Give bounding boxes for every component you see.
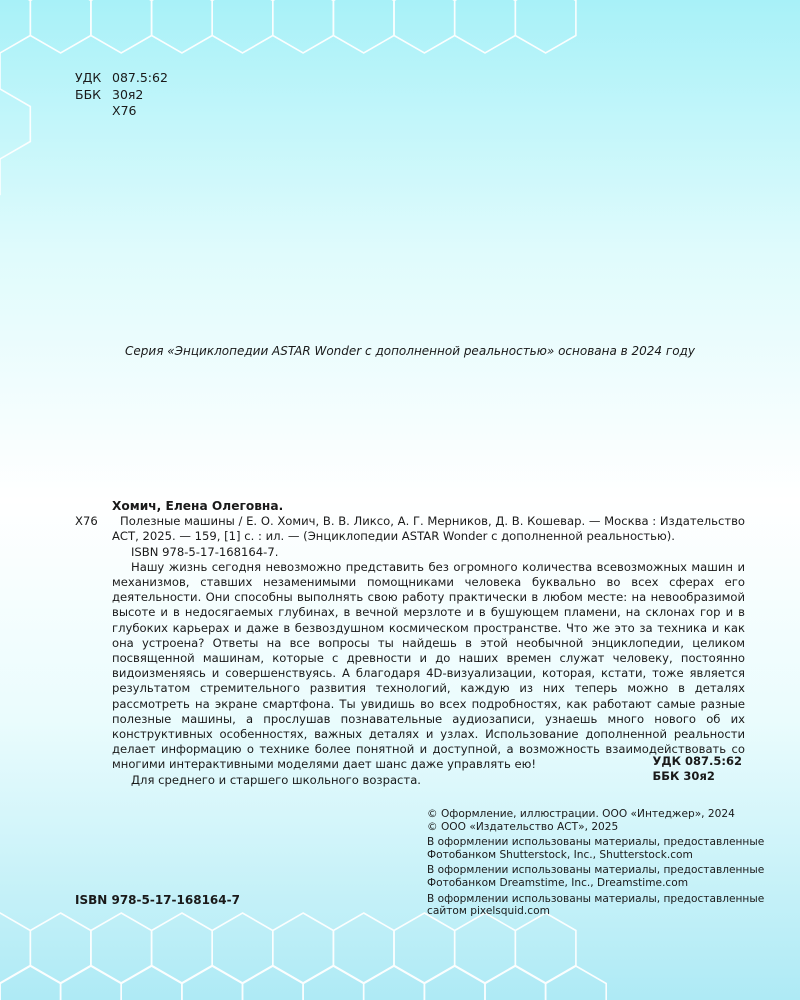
card-author: Хомич, Елена Олеговна. (112, 499, 284, 513)
credit-shutterstock: В оформлении использованы материалы, предоставленные Фотобанком Shutterstock, Inc., Shutterstock.com (427, 836, 765, 861)
rights-line-1: © Оформление, иллюстрации. ООО «Интеджер», 2024 (427, 808, 735, 820)
catalog-card (75, 499, 745, 788)
bbk-bottom: ББК 30я2 (652, 769, 715, 783)
card-annotation: Нашу жизнь сегодня невозможно представить без огромного количества всевозможных машин и механизмов, ставших незаменимыми помощниками человека буквально во всех сферах его деятельности. Они способны выполнять свою работу практически в любом месте: на невообразимой высоте и в недосягаемых глубинах, в вечной мерзлоте и в бушующем пламени, на склонах гор и в глубоких карьерах и даже в безвоздушном космическом пространстве. Что же это за техника и как она устроена? Ответы на все вопросы ты найдешь в этой необычной энциклопедии, целиком посвященной машинам, которые с древности и до наших времен служат человеку, постоянно видоизменяясь и совершенствуясь. А благодаря 4D-визуализации, которая, кстати, тоже является результатом стремительного развития технологий, каждую из них теперь можно в деталях рассмотреть на экране смартфона. Ты увидишь во всех подробностях, как работают самые разные полезные машины, а прослушав познавательные аудиозаписи, узнаешь много нового об их конструктивных особенностях, важных деталях и узлах. Использование дополненной реальности делает информацию о технике более понятной и доступной, а возможность взаимодействовать со многими интерактивными моделями дает шанс даже управлять ею! (112, 559, 745, 772)
bbk-label: ББК (75, 86, 102, 102)
rights-line-2: © ООО «Издательство АСТ», 2025 (427, 820, 619, 833)
author-mark: Х76 (112, 103, 137, 118)
card-isbn: ISBN 978-5-17-168164-7. (131, 544, 279, 559)
classification-block (75, 70, 168, 120)
udk-row (75, 70, 168, 87)
card-title-row (75, 514, 745, 544)
classification-bottom (653, 754, 743, 784)
credit-dreamstime: В оформлении использованы материалы, предоставленные Фотобанком Dreamstime, Inc., Dreamstime.com (427, 864, 765, 889)
bbk-value: 30я2 (112, 86, 144, 102)
isbn-bottom: ISBN 978-5-17-168164-7 (75, 893, 240, 907)
rights-block (427, 808, 767, 918)
card-author-mark: Х76 (75, 514, 98, 529)
card-description: Полезные машины / Е. О. Хомич, В. В. Ликсо, А. Г. Мерников, Д. В. Кошевар. — Москва : Издательство АСТ, 2025. — 159, [1] с. : ил. — (Энциклопедии ASTAR Wonder с дополненной реальностью). (112, 514, 745, 544)
udk-bottom: УДК 087.5:62 (652, 754, 742, 768)
credit-pixelsquid: В оформлении использованы материалы, предоставленные сайтом pixelsquid.com (427, 892, 765, 918)
bbk-row (75, 87, 168, 104)
card-audience: Для среднего и старшего школьного возраста. (131, 772, 421, 787)
udk-label: УДК (75, 70, 102, 85)
author-mark-row (75, 103, 168, 120)
series-note: Серия «Энциклопедии ASTAR Wonder с дополненной реальностью» основана в 2024 году (125, 344, 695, 358)
udk-value: 087.5:62 (112, 70, 168, 85)
